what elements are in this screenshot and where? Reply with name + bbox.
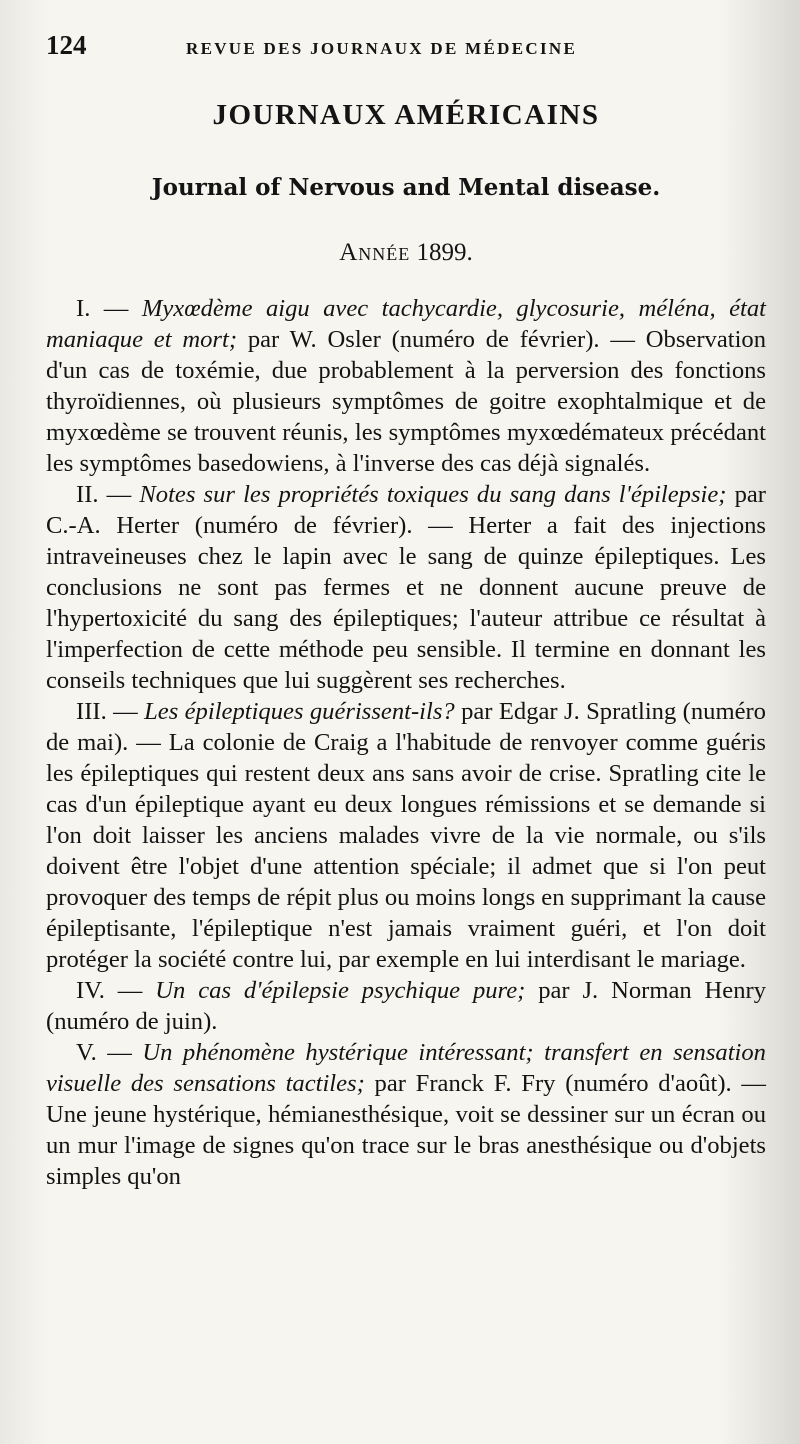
entry-title: Un cas d'épilepsie psychique pure; <box>155 977 526 1004</box>
entry-text: par Franck F. Fry (numéro d'août). — Une jeune hystérique, hémianesthésique, voit se dessiner sur un écran ou un mur l'image de signes qu'on trace sur le bras anesthésique ou d'objets simples qu'on <box>46 1070 766 1190</box>
entry-paragraph <box>46 696 766 975</box>
year-value: 1899. <box>416 239 473 266</box>
entry-numeral: V. — <box>76 1039 132 1066</box>
entry-numeral: IV. — <box>76 977 143 1004</box>
year-label: Année <box>339 239 411 266</box>
entry-text: par J. Norman Henry (numéro de juin). <box>46 977 767 1035</box>
page-number: 124 <box>46 30 87 60</box>
entry-paragraph <box>46 479 766 696</box>
entry-title: Les épileptiques guérissent-ils? <box>144 698 455 725</box>
entry-title: Myxœdème aigu avec tachycardie, glycosurie, méléna, état maniaque et mort; <box>46 295 766 353</box>
entry-title: Un phénomène hystérique intéressant; transfert en sensation visuelle des sensations tactiles; <box>46 1039 766 1097</box>
journal-title: Journal of Nervous and Mental disease. <box>151 174 661 201</box>
article-body <box>46 293 766 1192</box>
entry-paragraph <box>46 975 766 1037</box>
entry-numeral: II. — <box>76 481 132 508</box>
entry-paragraph <box>46 293 766 479</box>
entry-text: par Edgar J. Spratling (numéro de mai). — La colonie de Craig a l'habitude de renvoyer comme guéris les épileptiques qui restent deux ans sans avoir de crise. Spratling cite le cas d'un épileptique ayant eu deux longues rémissions et se demande si l'on doit laisser les anciens malades vivre de la vie normale, ou s'ils doivent être l'objet d'une attention spéciale; il admet que si l'on peut provoquer des temps de répit plus ou moins longs en supprimant la cause épileptisante, l'épileptique n'est jamais vraiment guéri, et l'on doit protéger la société contre lui, par exemple en lui interdisant le mariage. <box>46 698 766 973</box>
section-title: JOURNAUX AMÉRICAINS <box>212 99 600 131</box>
entry-title: Notes sur les propriétés toxiques du sang dans l'épilepsie; <box>139 481 727 508</box>
entry-paragraph <box>46 1037 766 1192</box>
entry-text: par C.-A. Herter (numéro de février). — Herter a fait des injections intraveineuses chez le lapin avec le sang de quinze épileptiques. Les conclusions ne sont pas fermes et ne donnent aucune preuve de l'hypertoxicité du sang des épileptiques; l'auteur attribue ce résultat à l'imperfection de cette méthode peu sensible. Il termine en donnant les conseils techniques que lui suggèrent ses recherches. <box>46 481 766 694</box>
year-line <box>46 239 766 267</box>
entry-numeral: III. — <box>76 698 138 725</box>
running-head: REVUE DES JOURNAUX DE MÉDECINE <box>186 39 578 58</box>
page-header <box>46 30 766 61</box>
entry-text: par W. Osler (numéro de février). — Observation d'un cas de toxémie, due probablement à la perversion des fonctions thyroïdiennes, où plusieurs symptômes de goitre exophtalmique et de myxœdème se trouvent réunis, les symptômes myxœdémateux précédant les symptômes basedowiens, à l'inverse des cas déjà signalés. <box>46 326 766 477</box>
entry-numeral: I. — <box>76 295 129 322</box>
